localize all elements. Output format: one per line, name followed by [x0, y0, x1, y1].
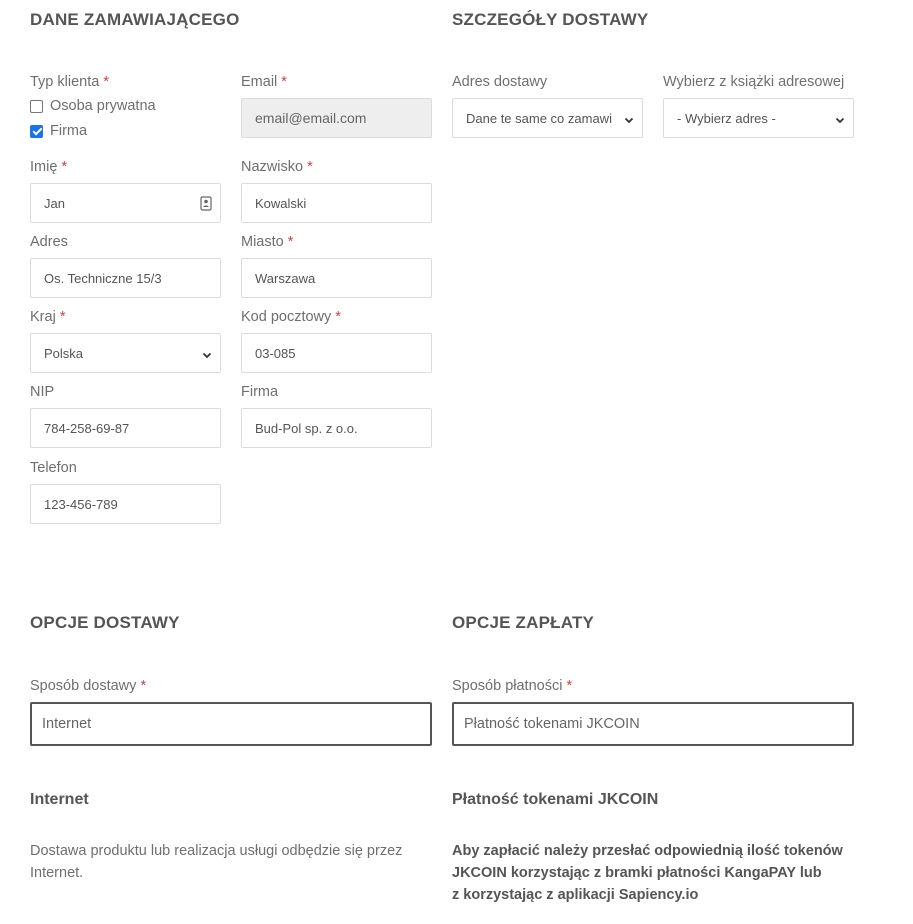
delivery-method-select[interactable]: Internet: [30, 702, 432, 746]
chevron-down-icon: [202, 348, 212, 358]
postal-code-label: Kod pocztowy *: [241, 309, 341, 325]
delivery-method-label: Sposób dostawy *: [30, 678, 147, 694]
email-label: Email *: [241, 74, 287, 90]
delivery-info-text: Dostawa produktu lub realizacja usługi odbędzie się przez Internet.: [30, 843, 403, 881]
private-person-checkbox[interactable]: [30, 100, 43, 113]
address-field[interactable]: Os. Techniczne 15/3: [30, 258, 221, 298]
client-type-company-option[interactable]: Firma: [30, 123, 87, 139]
chevron-down-icon: [624, 113, 634, 123]
nip-field[interactable]: 784-258-69-87: [30, 408, 221, 448]
address-book-select[interactable]: - Wybierz adres -: [663, 98, 854, 138]
client-type-private-option[interactable]: Osoba prywatna: [30, 98, 156, 114]
payment-method-label: Sposób płatności *: [452, 678, 573, 694]
payment-method-select[interactable]: Płatność tokenami JKCOIN: [452, 702, 854, 746]
city-label: Miasto *: [241, 234, 294, 250]
company-label: Firma: [241, 384, 279, 400]
nip-label: NIP: [30, 384, 55, 400]
first-name-label: Imię *: [30, 159, 68, 175]
delivery-options-title: OPCJE DOSTAWY: [30, 613, 180, 632]
last-name-label: Nazwisko *: [241, 159, 313, 175]
phone-field[interactable]: 123-456-789: [30, 484, 221, 524]
postal-code-field[interactable]: 03-085: [241, 333, 432, 373]
country-label: Kraj *: [30, 309, 66, 325]
company-field[interactable]: Bud-Pol sp. z o.o.: [241, 408, 432, 448]
delivery-info-title: Internet: [30, 791, 89, 808]
contact-card-icon[interactable]: [200, 196, 212, 211]
payment-info-title: Płatność tokenami JKCOIN: [452, 791, 659, 808]
first-name-field[interactable]: Jan: [30, 183, 221, 223]
company-checkbox[interactable]: [30, 125, 43, 138]
customer-section-title: DANE ZAMAWIAJĄCEGO: [30, 10, 240, 29]
phone-label: Telefon: [30, 460, 77, 476]
client-type-label: Typ klienta *: [30, 74, 110, 90]
delivery-address-label: Adres dostawy: [452, 74, 548, 90]
payment-options-title: OPCJE ZAPŁATY: [452, 613, 595, 632]
email-field[interactable]: email@email.com: [241, 98, 432, 138]
country-select[interactable]: Polska: [30, 333, 221, 373]
address-book-label: Wybierz z książki adresowej: [663, 74, 845, 90]
delivery-address-select[interactable]: Dane te same co zamawi: [452, 98, 643, 138]
delivery-details-title: SZCZEGÓŁY DOSTAWY: [452, 10, 649, 29]
chevron-down-icon: [835, 113, 845, 123]
city-field[interactable]: Warszawa: [241, 258, 432, 298]
last-name-field[interactable]: Kowalski: [241, 183, 432, 223]
payment-info-text: Aby zapłacić należy przesłać odpowiednią ilość tokenów JKCOIN korzystając z bramki płatności KangaPAY lub z korzystając z aplikacji Sapiency.io: [452, 843, 843, 903]
address-label: Adres: [30, 234, 68, 250]
